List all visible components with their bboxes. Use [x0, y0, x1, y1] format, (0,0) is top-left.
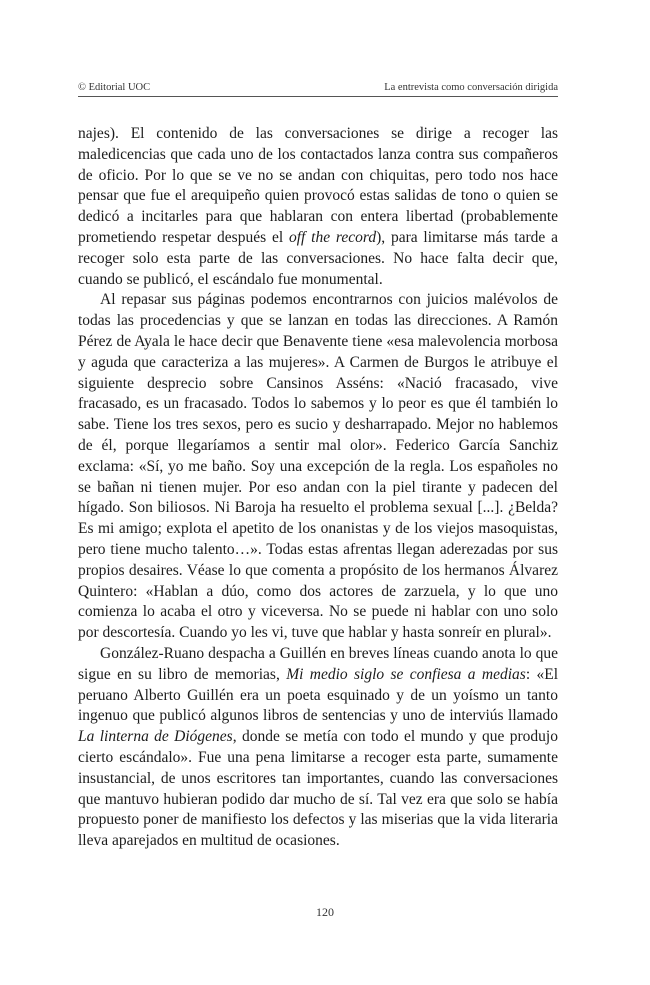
page-number: 120: [316, 905, 334, 919]
paragraph-2: [78, 290, 558, 644]
text-span: , donde se metía con todo el mundo y que produjo cierto escándalo». Fue una pena limitarse a recoger esta parte, sumamente insustancial, de unos escritores tan importantes, cuando las conversaciones que mantuvo hubieran podido dar mucho de sí. Tal vez era que solo se había propuesto poner de manifiesto los defectos y las miserias que la vida literaria lleva aparejados en multitud de ocasiones.: [78, 728, 558, 850]
text-span: : «El peruano Alberto Guillén era un poeta esquinado y de un yoísmo un tanto ingenuo que publicó algunos libros de sentencias y uno de interviús llamado: [78, 665, 559, 725]
italic-term: off the record: [288, 228, 377, 246]
running-header: [78, 82, 558, 97]
body-text: [78, 124, 558, 852]
paragraph-3: [78, 644, 558, 852]
text-span: González-Ruano despacha a Guillén en breves líneas cuando anota lo que sigue en su libro de memorias,: [78, 644, 558, 683]
text-span: najes). El contenido de las conversaciones se dirige a recoger las maledicencias que cada uno de los contactados lanza contra sus compañeros de oficio. Por lo que se ve no se andan con chiquitas, pero todo nos hace pensar que fue el arequipeño quien provocó estas salidas de tono o quien se dedicó a incitarles para que hablaran con entera libertad (probablemente prometiendo respetar después el: [78, 125, 558, 246]
header-chapter-title: La entrevista como conversación dirigida: [384, 82, 558, 93]
text-span: ), para limitarse más tarde a recoger solo esta parte de las conversaciones. No hace falta decir que, cuando se publicó, el escándalo fue monumental.: [78, 228, 558, 288]
book-title: La linterna de Diógenes: [78, 728, 233, 746]
book-title: Mi medio siglo se confiesa a medias: [286, 665, 526, 683]
paragraph-1: [78, 124, 558, 290]
header-publisher: © Editorial UOC: [78, 82, 151, 93]
text-span: Al repasar sus páginas podemos encontrarnos con juicios malévolos de todas las procedencias y que se lanzan en todas las direcciones. A Ramón Pérez de Ayala le hace decir que Benavente tiene «esa malevolencia morbosa y aguda que caracteriza a las mujeres». A Carmen de Burgos le atribuye el siguiente desprecio sobre Cansinos Asséns: «Nació fracasado, vive fracasado, es un fracasado. Todos lo sabemos y lo peor es que él también lo sabe. Tiene los tres sexos, pero es sucio y desharrapado. Mejor no hablemos de él, porque llegaríamos a sentir mal olor». Federico García Sanchiz exclama: «Sí, yo me baño. Soy una excepción de la regla. Los españoles no se bañan ni tienen mujer. Por eso andan con la piel tirante y padecen del hígado. Son biliosos. Ni Baroja ha resuelto el problema sexual [...]. ¿Belda? Es mi amigo; explota el apetito de los onanistas y de los viejos masoquistas, pero tiene mucho talento…». Todas estas afrentas llegan aderezadas por sus propios desaires. Véase lo que comenta a propósito de los hermanos Álvarez Quintero: «Hablan a dúo, como dos actores de zarzuela, y lo que uno comienza lo acaba el otro y viceversa. No se puede ni hablar con uno solo por descortesía. Cuando yo les vi, tuve que hablar y hasta sonreír en plural».: [78, 291, 558, 642]
